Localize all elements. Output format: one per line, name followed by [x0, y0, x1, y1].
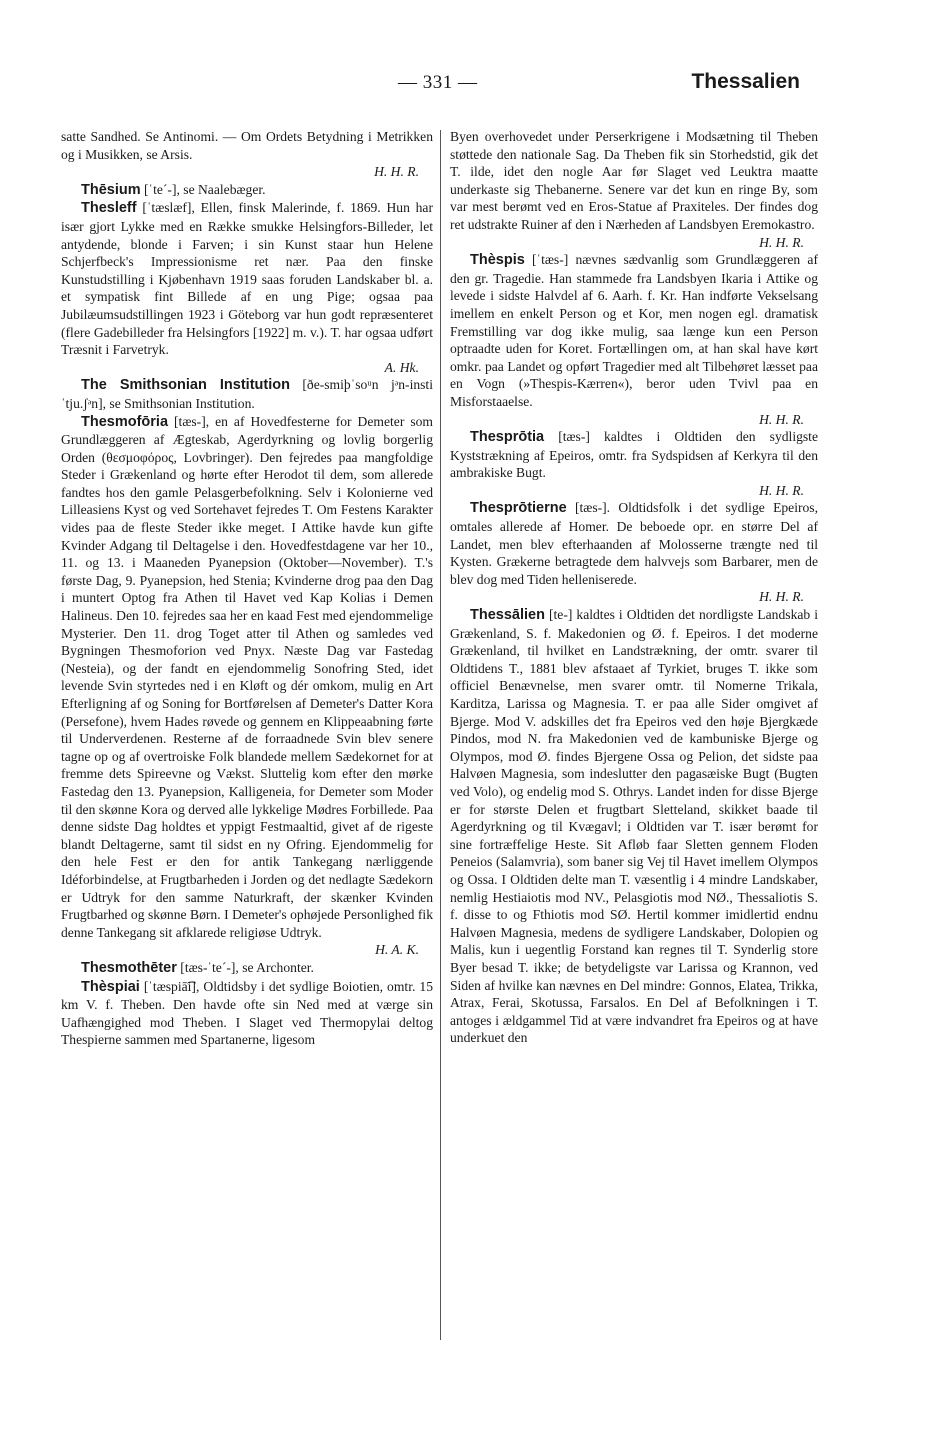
- entry-text: [ˈtæspiā͡i], Oldtidsby i det sydlige Boiotien, omtr. 15 km V. f. Theben. Den havde ofte sin Ned med at værge sin Uafhængighed mod Theben. I Slaget ved Thermopylai deltog Thespierne sammen med Spartanerne, ligesom: [61, 978, 433, 1048]
- column-divider: [440, 130, 441, 1340]
- entry-thessalien: [450, 606, 818, 1047]
- entry-signature: H. H. R.: [374, 164, 419, 180]
- entry-signature: A. Hk.: [384, 359, 419, 375]
- entry-headword: Thesmothēter: [81, 959, 177, 976]
- running-head: Thessalien: [691, 70, 800, 93]
- entry-headword: Thèspiai: [81, 978, 140, 995]
- entry-text: [ˈteˊ-], se Naalebæger.: [144, 181, 266, 197]
- entry-thesmoforia: [61, 413, 433, 942]
- entry-headword: The Smithsonian Institution: [81, 377, 290, 394]
- entry-text: [ðe-smiþˈsoᵘn jᵊn-instiˈtju.ʃᵊn], se Smithsonian Institution.: [61, 377, 433, 411]
- entry-continuation: [450, 128, 818, 234]
- left-column: [61, 128, 433, 1049]
- entry-text: [ˈtæslæf], Ellen, finsk Malerinde, f. 1869. Hun har især gjort Lykke med en Række smukke Helsingfors-Billeder, let antydende, blonde i Farven; i sin Kunst staar hun Helene Schjerfbeck's Impressionisme ret nær. Paa den finske Kunstudstilling i Kjøbenhavn 1919 saas foruden Landskaber bl. a. et sympatisk fint Billede af en ung Pige; ogsaa paa Jubilæumsudstillingen 1923 i Göteborg var hun godt repræsenteret (flere Gadebilleder fra Helsingfors [1922] m. v.). T. har ogsaa udført Træsnit i Farvetryk.: [61, 200, 433, 358]
- entry-headword: Thesmofōria: [81, 413, 169, 430]
- entry-text: [te-] kaldtes i Oldtiden det nordligste Landskab i Grækenland, S. f. Makedonien og Ø. f. Epeiros. I det moderne Grækenland, til hvilket en Landstrækning, der omtr. svarer til Oldtidens T., 1881 blev afstaaet af Tyrkiet, bruges T. ikke som officiel Benævnelse, men svarer omtr. til Nomerne Trikala, Karditza, Larissa og Magnesia. T. er paa alle Sider omgivet af Bjerge. Mod V. adskilles det fra Epeiros ved den høje Bjergkæde Pindos, mod N. fra Makedonien ved de kambuniske Bjerge og Olympos, mod Ø. findes Bjergene Ossa og Pelion, det sidste paa Halvøen Magnesia, som indeslutter den pagasæiske Bugt (Bugten ved Volo), og endelig mod S. Othrys. Landet inden for disse Bjerge er for største Delen et frugtbart Sletteland, skikket baade til Agerdyrkning og til Kvægavl; i Oldtiden var T. især berømt for sine fortræffelige Heste. Sit Afløb faar Sletten gennem Floden Peneios (Salamvria), som baner sig Vej til Havet imellem Olympos og Ossa. I Oldtiden delte man T. væsentlig i 4 mindre Landskaber, nemlig Hestiaiotis mod NV., Pelasgiotis mod NØ., Thessaliotis S. f. disse to og Fthiotis mod SØ. Hertil kommer imidlertid endnu Halvøen Magnesia, medens de sydligere Landskaber, Dolopien og Malis, kun i uegentlig Forstand kan regnes til T. Synderlig store Byer besad T. ikke; de betydeligste var Larissa og Krannon, ved Siden af hvilke kan nævnes en Del mindre: Gonnos, Elatea, Trikka, Atrax, Ferai, Skotussa, Farsalos. En Del af Befolkningen i T. antoges i ældgammel Tid at være indvandret fra Epeiros og at have underkuet den: [450, 607, 818, 1046]
- entry-headword: Thessālien: [470, 607, 545, 624]
- entry-thesleff: [61, 199, 433, 358]
- entry-signature: H. H. R.: [759, 589, 804, 605]
- entry-headword: Thēsium: [81, 181, 141, 198]
- entry-thespis: [450, 251, 818, 410]
- page-header: [60, 72, 800, 102]
- entry-headword: Thesprōtierne: [470, 500, 567, 517]
- entry-signature: H. H. R.: [759, 234, 804, 250]
- entry-text: [tæs-]. Oldtidsfolk i det sydlige Epeiros, omtales allerede af Homer. De beboede opr. en større Del af Landet, men blev efterhaanden af Molosserne trængte ned til Kysten. Grækerne betragtede dem halvvejs som Barbarer, men de blev dog med Tiden helleniserede.: [450, 500, 818, 587]
- entry-thesmotheter: [61, 959, 433, 978]
- entry-headword: Thèspis: [470, 252, 525, 269]
- entry-text: [ˈtæs-] nævnes sædvanlig som Grundlæggeren af den gr. Tragedie. Han stammede fra Landsbyen Ikaria i Attike og levede i sidste Halvdel af 6. Aarh. f. Kr. Han indførte Vekselsang imellem en enkelt Person og et Kor, men nogen egl. dramatisk Fremstilling var dog ikke mulig, saa længe kun een Person optraadte uden for Koret. Fortællingen om, at han skal have kørt omkr. paa Landet og opført Tragedier med alt Tilbehøret læsset paa en Vogn (»Thespis-Kærren«), beror uden Tvivl paa en Misforstaaelse.: [450, 252, 818, 409]
- entry-text: [tæs-], en af Hovedfesterne for Demeter som Grundlæggeren af Ægteskab, Agerdyrkning og lovlig borgerlig Orden (θεσμοφόρος, Lovbringer). Den fejredes paa mangfoldige Steder i Grækenland og hørte efter Herodot til dem, som allerede fandtes hos den gamle Pelasgerbefolkning. Selv i Kolonierne ved Lilleasiens Kyst og ved Sortehavet fejredes T. Om Festens Karakter vides paa de fleste Steder ikke meget. I Attike havde kun gifte Kvinder Adgang til Deltagelse i den. Hovedfestdagene var her 10., 11. og 13. i Maaneden Pyanepsion (Oktober—November). T.'s første Dag, 9. Pyanepsion, hed Stenia; Kvinderne drog paa den Dag i muntert Optog fra Athen til Havet ved Kap Kolias i Demen Halineus. Den 10. fejredes saa her en kaad Fest med ejendommelige Mysterier. Den 11. drog Toget atter til Athen og samledes ved Bygningen Thesmoforion ved Pnyx. Næste Dag var Fastedag (Nesteia), og der fandt en ejendommelig Sonofring Sted, idet levende Svin styrtedes ned i en Kløft og dér omkom, mulig en Art Efterligning af og Soning for Bortførelsen af Demeter's Datter Kora (Persefone), hvem Hades røvede og gennem en Klippeaabning førte til Underverdenen. Resterne af de forraadnede Svin blev senere tagne op og af overtroiske Folk blandede mellem Sædekornet for at fremme dets Spireevne og Vækst. Sluttelig kom efter den mørke Fastedag den 13. Pyanepsion, Kalligeneia, for Demeter som Moder til den skønne Kora og derved alle lykkelige Mødres Forbillede. Paa denne sidste Dag holdtes et yppigt Festmaaltid, givet af de rigeste blandt Deltagerne, samt til sidst en ny Ofring. Ejendommelig for den hele Fest er den for antik Tankegang nærliggende Idéforbindelse, at Frugtbarheden i Jorden og det nedlagte Sædekorn er Udtryk for den samme Naturkraft, der skænker Kvinden Frugtbarhed og skønne Børn. I Demeter's ophøjede Personlighed fik denne Tankegang sit afklarede religiøse Udtryk.: [61, 413, 433, 940]
- entry-headword: Thesleff: [81, 200, 137, 217]
- entry-headword: Thesprōtia: [470, 429, 545, 446]
- entry-thesprotia: [450, 428, 818, 482]
- entry-continuation: [61, 128, 433, 163]
- entry-text: [tæs-ˈteˊ-], se Archonter.: [180, 959, 314, 975]
- entry-text: satte Sandhed. Se Antinomi. — Om Ordets Betydning i Metrikken og i Musikken, se Arsis.: [61, 129, 433, 162]
- entry-signature: H. H. R.: [759, 411, 804, 427]
- page-number: — 331 —: [398, 72, 478, 93]
- entry-signature: H. A. K.: [375, 942, 419, 958]
- entry-thespiai: [61, 978, 433, 1049]
- entry-smithsonian: [61, 376, 433, 412]
- entry-text: [tæs-] kaldtes i Oldtiden den sydligste Kyststrækning af Epeiros, omtr. fra Sydspidsen af Kerkyra til den ambrakiske Bugt.: [450, 429, 818, 481]
- entry-text: Byen overhovedet under Perserkrigene i Modsætning til Theben støttede den nationale Sag. Da Theben fik sin Storhedstid, gik det T. ilde, idet den nogle Aar før Slaget ved Leuktra maatte underkaste sig Thebanerne. Senere var det kun en ringe By, som var mest berømt ved en Eros-Statue af Praxiteles. Der findes dog ret udstrakte Ruiner af den i Nærheden af Landsbyen Eremokastro.: [450, 129, 818, 232]
- entry-thesium: [61, 181, 433, 200]
- right-column: [450, 128, 818, 1047]
- entry-thesprotierne: [450, 499, 818, 588]
- entry-signature: H. H. R.: [759, 482, 804, 498]
